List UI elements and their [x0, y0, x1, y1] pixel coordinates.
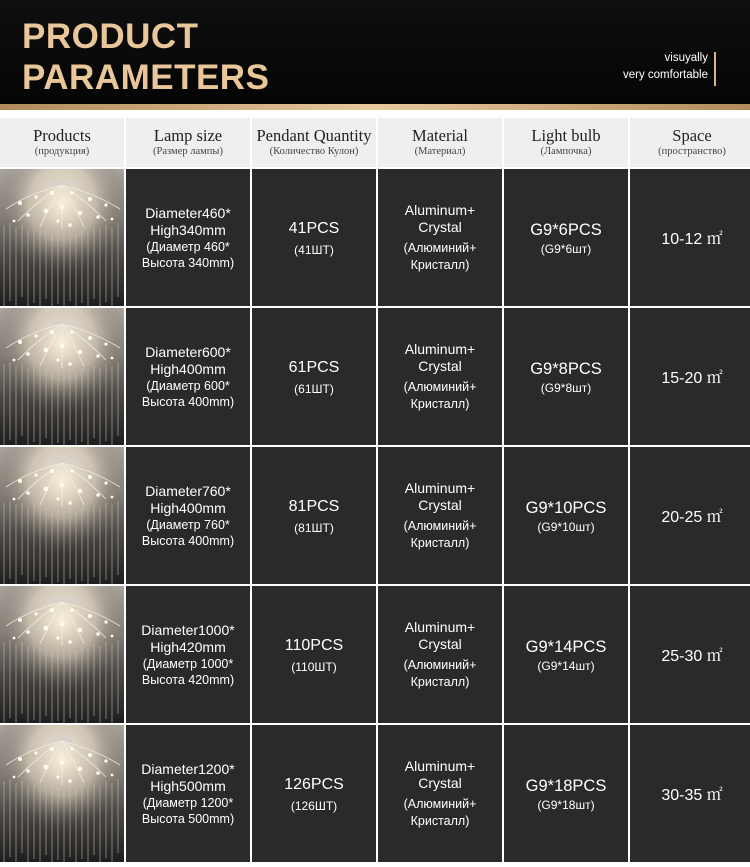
header-sublabel: (Лампочка)	[540, 146, 592, 157]
light-bulb: G9*14PCS	[525, 637, 607, 656]
parameters-table	[0, 118, 750, 867]
header-material	[378, 118, 502, 167]
material-line-2: Crystal	[418, 774, 462, 791]
chandelier-photo	[0, 725, 124, 862]
light-bulb: G9*8PCS	[530, 359, 602, 378]
light-bulb-cell	[504, 308, 628, 445]
lamp-size-height-ru: Высота 400mm)	[141, 533, 235, 548]
material-line-2: Crystal	[418, 218, 462, 235]
header-products	[0, 118, 124, 167]
chandelier-photo	[0, 447, 124, 584]
header-lamp-size	[126, 118, 250, 167]
header-sublabel: (Размер лампы)	[153, 146, 223, 157]
material-ru	[404, 379, 477, 413]
light-bulb-cell	[504, 725, 628, 862]
pendant-quantity: 126PCS	[284, 775, 344, 793]
header-light-bulb	[504, 118, 628, 167]
lamp-size-cell	[126, 586, 250, 723]
material-line-1: Aluminum+	[404, 479, 476, 496]
space-value: 15-20 ㎡	[661, 370, 723, 387]
material-line-2: Crystal	[418, 635, 462, 652]
pendant-quantity-ru: (81ШТ)	[294, 520, 334, 535]
space-cell	[630, 725, 750, 862]
chandelier-photo	[0, 169, 124, 306]
light-bulb-ru: (G9*14шт)	[537, 658, 595, 673]
header-label: Products	[33, 126, 91, 145]
pendant-quantity: 61PCS	[288, 358, 340, 376]
lamp-size-height: High340mm	[150, 221, 226, 238]
header-sublabel: (Материал)	[414, 146, 466, 157]
lamp-size-height: High400mm	[150, 360, 226, 377]
pendant-quantity-cell	[252, 725, 376, 862]
title-line-1: PRODUCT	[22, 17, 199, 56]
lamp-size-diameter: Diameter600*	[145, 343, 231, 360]
chandelier-photo	[0, 586, 124, 723]
lamp-size-diameter: Diameter760*	[145, 482, 231, 499]
material-ru	[404, 240, 477, 274]
lamp-size-diameter-ru: (Диаметр 600*	[146, 378, 230, 393]
header-space	[630, 118, 750, 167]
lamp-size-diameter-ru: (Диаметр 460*	[146, 239, 230, 254]
pendant-quantity-cell	[252, 169, 376, 306]
material-ru-line-2: Кристалл)	[410, 674, 470, 689]
lamp-size-diameter-ru: (Диаметр 1000*	[142, 656, 234, 671]
lamp-size-cell	[126, 725, 250, 862]
header-label: Space	[672, 126, 712, 145]
header-sublabel: (продукция)	[34, 146, 90, 157]
lamp-size-cell	[126, 169, 250, 306]
header-sublabel: (пространство)	[658, 146, 726, 157]
space-value: 25-30 ㎡	[661, 648, 723, 665]
header-pendant-quantity	[252, 118, 376, 167]
light-bulb-ru: (G9*18шт)	[537, 797, 595, 812]
material-cell	[378, 308, 502, 445]
lamp-size-height: High500mm	[150, 777, 226, 794]
space-cell	[630, 308, 750, 445]
space-value: 10-12 ㎡	[661, 231, 723, 248]
pendant-quantity-ru: (61ШТ)	[294, 381, 334, 396]
material-cell	[378, 586, 502, 723]
pendant-quantity: 41PCS	[288, 219, 340, 237]
light-bulb: G9*18PCS	[525, 776, 607, 795]
material-ru	[404, 796, 477, 830]
lamp-size-diameter: Diameter460*	[145, 204, 231, 221]
tagline-accent-bar	[714, 52, 716, 86]
material-cell	[378, 447, 502, 584]
lamp-size-cell	[126, 447, 250, 584]
lamp-size-height-ru: Высота 420mm)	[141, 672, 235, 687]
light-bulb-cell	[504, 169, 628, 306]
material-line-1: Aluminum+	[404, 201, 476, 218]
pendant-quantity: 110PCS	[284, 636, 344, 654]
tagline-line-1: visuyally	[664, 52, 708, 64]
material-line-2: Crystal	[418, 357, 462, 374]
pendant-quantity-cell	[252, 586, 376, 723]
space-cell	[630, 447, 750, 584]
header-label: Pendant Quantity	[256, 126, 372, 145]
header-label: Material	[412, 126, 468, 145]
material-line-1: Aluminum+	[404, 618, 476, 635]
tagline	[623, 50, 708, 84]
lamp-size-diameter-ru: (Диаметр 760*	[146, 517, 230, 532]
lamp-size-diameter-ru: (Диаметр 1200*	[142, 795, 234, 810]
material-ru	[404, 518, 477, 552]
pendant-quantity-cell	[252, 308, 376, 445]
pendant-quantity: 81PCS	[288, 497, 340, 515]
pendant-quantity-cell	[252, 447, 376, 584]
material-ru-line-1: (Алюминий+	[403, 657, 477, 672]
header-label: Lamp size	[153, 126, 223, 145]
material-ru-line-1: (Алюминий+	[403, 796, 477, 811]
pendant-quantity-ru: (41ШТ)	[294, 242, 334, 257]
material-ru-line-1: (Алюминий+	[403, 379, 477, 394]
lamp-size-cell	[126, 308, 250, 445]
space-value: 20-25 ㎡	[661, 509, 723, 526]
material-ru-line-2: Кристалл)	[410, 396, 470, 411]
pendant-quantity-ru: (126ШТ)	[290, 798, 338, 813]
lamp-size-diameter: Diameter1200*	[141, 760, 235, 777]
material-ru-line-2: Кристалл)	[410, 813, 470, 828]
space-cell	[630, 169, 750, 306]
material-ru-line-2: Кристалл)	[410, 257, 470, 272]
space-value: 30-35 ㎡	[661, 787, 723, 804]
material-cell	[378, 169, 502, 306]
material-ru-line-1: (Алюминий+	[403, 518, 477, 533]
light-bulb-ru: (G9*8шт)	[540, 380, 592, 395]
lamp-size-height: High400mm	[150, 499, 226, 516]
header-sublabel: (Количество Кулон)	[269, 146, 359, 157]
light-bulb-ru: (G9*10шт)	[537, 519, 595, 534]
material-line-1: Aluminum+	[404, 757, 476, 774]
lamp-size-diameter: Diameter1000*	[141, 621, 235, 638]
lamp-size-height-ru: Высота 500mm)	[141, 811, 235, 826]
title-line-2: PARAMETERS	[22, 58, 270, 97]
light-bulb: G9*6PCS	[530, 220, 602, 239]
material-ru-line-2: Кристалл)	[410, 535, 470, 550]
material-cell	[378, 725, 502, 862]
light-bulb: G9*10PCS	[525, 498, 607, 517]
material-line-2: Crystal	[418, 496, 462, 513]
material-line-1: Aluminum+	[404, 340, 476, 357]
material-ru-line-1: (Алюминий+	[403, 240, 477, 255]
lamp-size-height-ru: Высота 400mm)	[141, 394, 235, 409]
chandelier-photo	[0, 308, 124, 445]
pendant-quantity-ru: (110ШТ)	[291, 659, 337, 674]
material-ru	[404, 657, 477, 691]
lamp-size-height: High420mm	[150, 638, 226, 655]
space-cell	[630, 586, 750, 723]
light-bulb-cell	[504, 586, 628, 723]
lamp-size-height-ru: Высота 340mm)	[141, 255, 235, 270]
tagline-line-2: very comfortable	[622, 69, 708, 81]
light-bulb-cell	[504, 447, 628, 584]
header-label: Light bulb	[531, 126, 601, 145]
banner	[0, 0, 750, 104]
light-bulb-ru: (G9*6шт)	[540, 241, 592, 256]
page-title	[22, 16, 269, 98]
spacer	[0, 110, 750, 118]
